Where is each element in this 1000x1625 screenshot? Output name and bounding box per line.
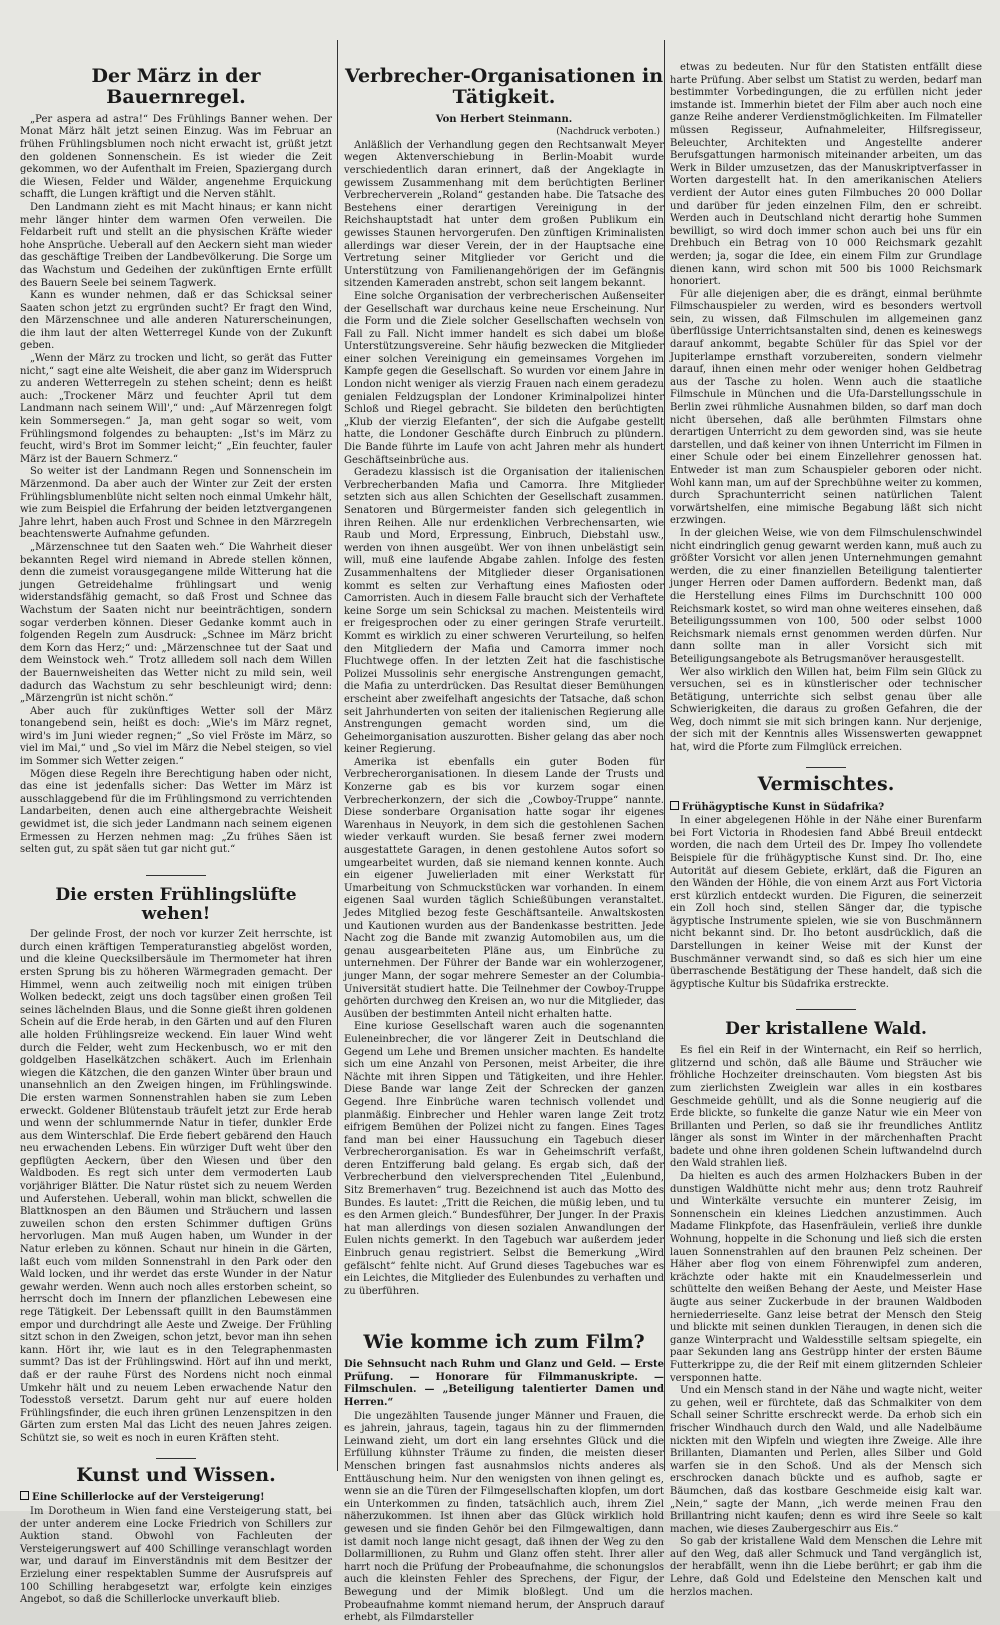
article-title: Verbrecher-Organisationen in Tätigkeit. xyxy=(344,65,664,108)
paragraph: In der gleichen Weise, wie von dem Filmschulenschwindel nicht eindringlich genug gewarnt werden kann, muß auch zu größter Vorsicht vor allen jenen Unternehmungen gemahnt werden, die zu einer finanziellen Beteiligung talentierter junger Herren oder Damen auffordern. Bedenkt man, daß die Herstellung eines Films im Durchschnitt 100 000 Reichsmark kostet, so wird man ohne weiteres einsehen, daß Beteiligungssummen von 100, 500 oder selbst 1000 Reichsmark niemals ernst genommen werden dürfen. Nur dann sollte man in aller Vorsicht sich mit Beteiligungsangebote als Betrugsmanöver herausgestellt. xyxy=(670,527,982,665)
article-title: Der kristallene Wald. xyxy=(725,1019,927,1040)
paragraph: „Märzenschnee tut den Saaten weh.“ Die Wahrheit dieser bekannten Regel wird niemand in Abrede stellen können, denn die zumeist vorausgegangene milde Witterung hat die jungen Getreidehalme frühlingsart und wenig widerstandsfähig gemacht, so daß Frost und Schnee das Wachstum der Saaten nicht nur beeinträchtigen, sondern sogar verderben können. Dieser Gedanke kommt auch in folgenden Regeln zum Ausdruck: „Schnee im März bricht dem Korn das Herz;“ und: „Märzenschnee tut der Saat und dem Weinstock weh.“ Trotz allledem soll nach dem Willen der Bauernweisheiten das Wetter nicht zu mild sein, weil dadurch das Wachstum zu sehr beschleunigt wird; denn: „Märzengrün ist nicht schön.“ xyxy=(20,541,332,705)
paragraph: In einer abgelegenen Höhle in der Nähe einer Burenfarm bei Fort Victoria in Rhodesien fand Abbé Breuil entdeckt worden, die nach dem Urteil des Dr. Impey Iho vollendete Beispiele für die frühägyptische Kunst sind. Dr. Iho, eine Autorität auf diesem Gebiete, erklärt, daß die Figuren an den Wänden der Höhle, die von einem Arzt aus Fort Victoria erst kürzlich entdeckt wurden. Die Figuren, die seinerzeit ein Zoll hoch sind, stellen Sänger dar, die typische ägyptische Instrumente spielen, wie sie von Buschmännern nicht bekannt sind. Dr. Iho betont ausdrücklich, daß die Darstellungen in keiner Weise mit der Kunst der Buschmänner verwandt sind, so daß es sich hier um eine überraschende Bestätigung der These handelt, daß sich die ägyptische Kultur bis Südafrika erstreckte. xyxy=(670,815,982,990)
separator xyxy=(796,1009,856,1010)
paragraph: etwas zu bedeuten. Nur für den Statisten entfällt diese harte Prüfung. Aber selbst um Statist zu werden, bedarf man bestimmter Vorbedingungen, die zu erfüllen nicht jeder imstande ist. Immerhin bietet der Film aber auch noch eine ganze Reihe anderer Verdienstmöglichkeiten. Im Filmateller müssen Regisseur, Aufnahmeleiter, Hilfsregisseur, Beleuchter, Architekten und Angestellte anderer Berufsgattungen harmonisch miteinander arbeiten, um das Werk in Bilder umzusetzen, das der Manuskriptverfasser in Worten dargestellt hat. In den amerikanischen Ateliers verdient der Autor eines guten Filmbuches 20 000 Dollar und darüber für jeden einzelnen Film, den er schreibt. Werden auch in Deutschland nicht derartig hohe Summen bewilligt, so wird doch immer schon auch bei uns für ein Drehbuch ein Betrag von 10 000 Reichsmark gezahlt werden; ja, sogar die Idee, ein einem Film zur Grundlage dienen kann, wird schon mit 500 bis 1000 Reichsmark honoriert. xyxy=(670,62,982,288)
paragraph: Anläßlich der Verhandlung gegen den Rechtsanwalt Meyer wegen Aktenverschiebung in Berlin-Moabit wurde verschiedentlich daran erinnert, daß der Angeklagte in gewissem Zusammenhang mit dem berüchtigten Berliner Verbrecherverein „Roland“ gestanden habe. Die Tatsache des Bestehens einer derartigen Vereinigung in der Reichshauptstadt hat unter dem großen Publikum ein gewisses Staunen hervorgerufen. Den zünftigen Kriminalisten allerdings war dieser Verein, der in der Hauptsache eine Vertretung seiner Mitglieder vor Gericht und die Unterstützung von Familienangehörigen der im Gefängnis sitzenden Kameraden anstrebt, schon seit langem bekannt. xyxy=(344,139,664,290)
paragraph: Es fiel ein Reif in der Winternacht, ein Reif so herrlich, glitzernd und schön, daß alle Bäume und Sträucher wie fröhliche Hochzeiter dreinschauten. Vom biegsten Ast bis zum zierlichsten Zweiglein war alles in ein kostbares Geschmeide gehüllt, und als die Sonne neugierig auf die Erde blickte, so funkelte die ganze Natur wie ein Meer von Brillanten und Perlen, so daß sie ihr freundliches Antlitz länger als sonst im Winter in der märchenhaften Pracht badete und ohne ihren goldenen Schein luftwandelnd durch den Wald strahlen ließ. xyxy=(670,1045,982,1170)
item-headline: Frühägyptische Kunst in Südafrika? xyxy=(670,801,982,815)
article-kunst-wissen xyxy=(20,1465,332,1607)
article-film xyxy=(344,1332,664,1624)
paragraph: Der gelinde Frost, der noch vor kurzer Zeit herrschte, ist durch einen kräftigen Temperaturanstieg abgelöst worden, und die kleine Quecksilbersäule im Thermometer hat ihren ersten Sprung bis zu höheren Wärmegraden gemacht. Der Himmel, wenn auch zeitweilig noch mit einigen trüben Wolken bedeckt, zeigt uns doch tagsüber einen großen Teil seines lächelnden Blaus, und die Sonne gießt ihren goldenen Schein auf die Erde herab, in den Gärten und auf den Fluren alle holden Frühlingsreize weckend. Ein lauer Wind weht durch die Felder, weht zum Heckenbusch, wo er mit den goldgelben Haselkätzchen schäkert. Auch im Erlenhain wiegen die Kätzchen, die den ganzen Winter über braun und unansehnlich an den Zweigen hingen, im Frühlingswinde. Die ersten warmen Sonnenstrahlen haben sie zum Leben erweckt. Goldener Blütenstaub träufelt jetzt zur Erde herab und wenn der schlummernde Natur in tiefer, dunkler Erde aus dem Winterschlaf. Die Erde fiebert gebärend den Hauch neu erwachenden Lebens. Ein würziger Duft weht über den gepflügten Aeckern, über den Wiesen und über den Waldboden. Es regt sich unter dem vermoderten Laub vorjähriger Blätter. Die Natur rüstet sich zu neuem Werden und Auferstehen. Ueberall, wohin man blickt, schwellen die Blattknospen an den Bäumen und Sträuchern und lassen zuweilen schon den ersten Schimmer duftigen Grüns hervorlugen. Man muß Augen haben, um Wunder in der Natur erleben zu können. Schaut nur hinein in die Gärten, laßt euch vom milden Sonnenstrahl in den Park oder den Wald locken, und ihr werdet das erste Wunder in der Natur gewahr werden. Wenn auch noch alles erstorben scheint, so herrscht doch im Innern der pflanzlichen Lebewesen eine rege Tätigkeit. Der Lebenssaft quillt in den Baumstämmen empor und durchdringt alle Aeste und Zweige. Der Frühling sitzt schon in den Zweigen, schon jetzt, bevor man ihn sehen kann. Hört ihr, wie laut es in den Telegraphenmasten summt? Das ist der Frühlingswind. Hört auf ihn und merkt, daß er der rauhe Fürst des Nordens nicht noch einmal Umkehr hält und zu neuem Leben erwachende Natur den Todesstoß versetzt. Darum geht nur auf euere holden Frühlingsfinder, die euch ihren grünen Lenzenspitzen in den Gärten zum ersten Mal das Licht des neuen Jahres zeigen. Schützt sie, so weit es noch in euren Kräften steht. xyxy=(20,929,332,1444)
paragraph: Aber auch für zukünftiges Wetter soll der März tonangebend sein, heißt es doch: „Wie's im März regnet, wird's im Juni wieder regnen;“ „So viel Fröste im März, so viel im Mai,“ und „So viel im März die Nebel steigen, so viel im Sommer sich Wetter zeigen.“ xyxy=(20,705,332,768)
article-kristallene-wald xyxy=(670,1020,982,1599)
byline: Von Herbert Steinmann. xyxy=(435,113,573,125)
article-title: Die ersten Frühlingslüfte wehen! xyxy=(55,884,297,924)
article-film-continued xyxy=(670,62,982,755)
column-left xyxy=(20,62,332,1606)
paragraph: „Wenn der März zu trocken und licht, so gerät das Futter nicht,“ sagt eine alte Weisheit, die aber ganz im Widerspruch zu anderen Wetterregeln zu stehen scheint; denn es heißt auch: „Trockener März und feuchter April tut dem Landmann nach seinem Will',“ und: „Auf Märzenregen folgt kein Sommersegen.“ Ja, man geht sogar so weit, vom Frühlingsmond folgendes zu behaupten: „Ist's im März zu feucht, wird's Brot im Sommer leicht;“ „Ein feuchter, fauler März ist der Bauern Schmerz.“ xyxy=(20,353,332,465)
paragraph: Mögen diese Regeln ihre Berechtigung haben oder nicht, das eine ist jedenfalls sicher: Das Wetter im März ist ausschlaggebend für die im Frühlingsmond zu verrichtenden Landarbeiten, denen auch eine althergebrachte Weisheit gewidmet ist, die sich jeder Landmann nach seinem eigenen Ermessen zu Herzen nehmen mag: „Zu frühes Säen ist selten gut, zu spät säen tut gar nicht gut.“ xyxy=(20,768,332,856)
column-middle xyxy=(344,62,664,1624)
box-bullet-icon xyxy=(670,801,679,810)
paragraph: „Per aspera ad astra!“ Des Frühlings Banner wehen. Der Monat März hält jetzt seinen Einzug. Was im Februar an frühen Frühlingsblumen noch nicht erwacht ist, grüßt jetzt den goldenen Sonnenschein. Es ist wieder die Zeit gekommen, wo der Aufenthalt im Freien, Spaziergang durch die Wiesen, Felder und Wälder, angenehme Erquickung schafft, die Lungen kräftigt und die Nerven stählt. xyxy=(20,113,332,201)
paragraph: Eine kuriose Gesellschaft waren auch die sogenannten Euleneinbrecher, die vor längerer Zeit in Deutschland die Gegend um Lehe und Bremen unsicher machten. Es handelte sich um eine Anzahl von Personen, meist Arbeiter, die ihre Nächte mit ihren Sippen und Tätigkeiten, und ihre Hehler. Diese Bande war lange Zeit der Schrecken der ganzen Gegend. Ihre Einbrüche waren technisch vollendet und planmäßig. Einbrecher und Hehler waren lange Zeit trotz eifrigem Bemühen der Polizei nicht zu fangen. Eines Tages fand man bei einer Haussuchung ein Tagebuch dieser Verbrecherorganisation. Es war in Geheimschrift verfaßt, deren Entzifferung bald gelang. Es ergab sich, daß der Verbrecherbund den vielversprechenden Titel „Eulenbund, Sitz Bremerhaven“ trug. Bezeichnend ist auch das Motto des Bundes. Es lautet: „Tritt die Reichen, die müßig leben, und tu es den Armen gleich.“ Bundesführer, Der Junger. In der Praxis hat man allerdings von diesen sozialen Anwandlungen der Eulen nichts gemerkt. In den Tagebuch war außerdem jeder Einbruch genau registriert. Selbst die Bemerkung „Wird gefälscht“ fehlte nicht. Auf Grund dieses Tagebuches war es ein Leichtes, die Mitglieder des Eulenbundes zu verhaften und zu überführen. xyxy=(344,1021,664,1297)
reprint-note: (Nachdruck verboten.) xyxy=(556,126,660,137)
spacer xyxy=(344,1298,664,1328)
article-fruehlingslufte xyxy=(20,886,332,1446)
section-title: Vermischtes. xyxy=(757,772,895,795)
separator xyxy=(146,875,206,876)
paragraph: Geradezu klassisch ist die Organisation der italienischen Verbrecherbanden Mafia und Camorra. Ihre Mitglieder setzten sich aus allen Schichten der Gesellschaft zusammen. Senatoren und Bürgermeister fanden sich gelegentlich in ihren Reihen. Alle nur erdenklichen Verbrechensarten, wie Raub und Mord, Erpressung, Einbruch, Diebstahl usw., werden von ihnen ausgeübt. Wer von ihnen unbelästigt sein will, muß eine laufende Abgabe zahlen. Infolge des festen Zusammenhaltens der Mitglieder dieser Organisationen kommt es selten zur Verhaftung eines Mafiosten oder Camorristen. Auch in diesem Falle braucht sich der Verhaftete keine Sorge um sein Schicksal zu machen. Meistenteils wird er freigesprochen oder zu einer geringen Strafe verurteilt. Kommt es wirklich zu einer schweren Verurteilung, so helfen den Mitgliedern der Mafia und Camorra immer noch Fluchtwege offen. In der letzten Zeit hat die faschistische Polizei Mussolinis sehr energische Anstrengungen gemacht, die Mafia zu unterdrücken. Das Resultat dieser Bemühungen erscheint aber zweifelhaft angesichts der Tatsache, daß schon seit Jahrhunderten von seiten der italienischen Regierung alle Anstrengungen gemacht worden sind, um die Geheimorganisation auszurotten. Bisher gelang das aber noch keiner Regierung. xyxy=(344,467,664,756)
separator xyxy=(806,767,846,768)
column-right xyxy=(670,62,982,1598)
section-title: Kunst und Wissen. xyxy=(76,1463,276,1486)
paragraph: So weiter ist der Landmann Regen und Sonnenschein im Märzenmond. Da aber auch der Winter zur Zeit der ersten Frühlingsblumenblüte nicht selten noch einmal Umkehr hält, wie zum Beispiel die Erfahrung der beiden letztvergangenen Jahre lehrt, haben auch Frost und Schnee in den Märzregeln beachtenswerte Aufnahme gefunden. xyxy=(20,466,332,541)
paragraph: Für alle diejenigen aber, die es drängt, einmal berühmte Filmschauspieler zu werden, wird es besonders wertvoll sein, zu wissen, daß Filmschulen im allgemeinen ganz überflüssige Unterrichtsanstalten sind, denen es keineswegs darauf ankommt, begabte Schüler für das Spiel vor der Jupiterlampe ernsthaft vorzubereiten, sondern vielmehr darauf, ihnen einen mehr oder weniger hohen Geldbetrag aus der Tasche zu holen. Wenn auch die staatliche Filmschule in München und die Ufa-Darstellungsschule in Berlin zwei rühmliche Ausnahmen bilden, so darf man doch nicht übersehen, daß alle berühmten Filmstars ohne derartigen Unterricht zu dem geworden sind, was sie heute darstellen, und daß keiner von ihnen Unterricht im Filmen in einer Schule oder bei einem Einzellehrer genossen hat. Entweder ist man zum Schauspieler geboren oder nicht. Wohl kann man, um auf der Sprechbühne weiter zu kommen, durch Sprachunterricht seinen natürlichen Talent vorwärtshelfen, eine mimische Begabung läßt sich nicht erzwingen. xyxy=(670,288,982,527)
paragraph: Kann es wunder nehmen, daß er das Schicksal seiner Saaten schon jetzt zu ergründen sucht? Er fragt den Wind, den Märzenschnee und alle anderen Naturerscheinungen, die ihm laut der alten Wetterregel Kunde von der Zukunft geben. xyxy=(20,290,332,352)
box-bullet-icon xyxy=(20,1491,29,1500)
paragraph: Da hielten es auch des armen Holzhackers Buben in der dunstigen Waldhütte nicht mehr aus; denn trotz Rauhreif und Winterkälte versuchte ein munterer Zeisig, im Sonnenschein ein kleines Liedchen anzustimmen. Auch Madame Flinkpfote, das Hasenfräulein, verließ ihre dunkle Wohnung, hoppelte in die Schonung und ließ sich die ersten lauen Sonnenstrahlen auf den braunen Pelz scheinen. Der Häher aber flog von einem Föhrenwipfel zum anderen, krächzte oder hakte mit ein Knaudelmesserlein und schüttelte den weißen Behang der Aeste, und Meister Hase äugte aus seiner Zuckerbude in der braunen Waldboden herniederrieselte. Ganz leise betrat der Mensch den Steig und blickte mit seinen dunklen Tieraugen, in denen sich die ganze Winterpracht und Waldesstille seltsam spiegelte, ein paar Sekunden lang ans Gestrüpp hinter der ersten Bäume Futterkrippe zu, die der Reif mit einem glitzernden Schleier versponnen hatte. xyxy=(670,1171,982,1384)
paragraph: Wer also wirklich den Willen hat, beim Film sein Glück zu versuchen, sei es in künstlerischer oder technischer Betätigung, unterrichte sich selbst genau über alle Schwierigkeiten, die daraus zu großen Gefahren, die der Weg, doch nimmt sie mit sich bringen kann. Nur derjenige, der sich mit der Kenntnis alles Wissenswerten gewappnet hat, wird die Pforte zum Filmglück erreichen. xyxy=(670,666,982,754)
paragraph: Eine solche Organisation der verbrecherischen Außenseiter der Gesellschaft war durchaus keine neue Erscheinung. Nur die Form und die Ziele solcher Gesellschaften wechseln von Fall zu Fall. Nicht immer handelt es sich dabei um bloße Unterstützungsvereine. Sehr häufig bezwecken die Mitglieder einer solchen Vereinigung ein gemeinsames Vorgehen im Kampfe gegen die Gesellschaft. So wurden vor einem Jahre in London nicht weniger als vierzig Frauen nach einem geradezu genialen Feldzugsplan der Londoner Kriminalpolizei hinter Schloß und Riegel gebracht. Sie bildeten den berüchtigten „Klub der vierzig Elefanten“, der sich die Aufgabe gestellt hatte, die Londoner Geschäfte durch Einbruch zu plündern. Die Bande führte im Laufe von acht Jahren mehr als hundert Geschäftseinbrüche aus. xyxy=(344,290,664,466)
article-subhead: Die Sehnsucht nach Ruhm und Glanz und Geld. — Erste Prüfung. — Honorare für Filmmanuskripte. — Filmschulen. — „Beteiligung talentierter Damen und Herren.“ xyxy=(344,1359,664,1409)
article-title: Der März in der Bauernregel. xyxy=(91,65,261,108)
separator xyxy=(156,1458,196,1459)
column-rule xyxy=(664,40,665,1471)
paragraph: So gab der kristallene Wald dem Menschen die Lehre mit auf den Weg, daß aller Schmuck und Tand vergänglich ist, der herabfällt, wenn ihn die Liebe berührt; er gab ihm die Lehre, daß Gold und Edelsteine den Menschen kalt und herzlos machen. xyxy=(670,1536,982,1598)
paragraph: Im Dorotheum in Wien fand eine Versteigerung statt, bei der unter anderem eine Locke Friedrich von Schillers zur Auktion stand. Obwohl von Fachleuten der Versteigerungswert auf 400 Schillinge veranschlagt worden war, und darauf im Einverständnis mit dem Besitzer der Erzielung einer respektablen Summe der Ausrufspreis auf 100 Schilling herabgesetzt war, erfolgte kein einziges Angebot, so daß die Schillerlocke unverkauft blieb. xyxy=(20,1506,332,1606)
column-rule xyxy=(337,40,338,1471)
article-verbrecher-organisationen xyxy=(344,66,664,1298)
paragraph: Und ein Mensch stand in der Nähe und wagte nicht, weiter zu gehen, weil er fürchtete, daß das Schmalkiter von dem Schall seiner Schritte erschreckt werde. Da erhob sich ein frischer Windhauch durch den Wald, und alle Nadelbäume nickten mit den Wipfeln und wiegten ihre Zweige. Alle ihre Brillanten, Diamanten und Perlen, alles Silber und Gold warfen sie in den Schoß. Und als der Mensch sich erschrocken danach bückte und es aufhob, sagte er Bäumchen, daß das kostbare Geschmeide eisig kalt war. „Nein,“ sagte der Mann, „ich werde meinen Frau den Brillantring nicht kaufen; denn es wird ihre Seele so kalt machen, wie dieses Zaubergeschirr aus Eis.“ xyxy=(670,1385,982,1535)
paragraph: Die ungezählten Tausende junger Männer und Frauen, die es jahrein, jahraus, tagein, tagaus hin zu der flimmernden Leinwand zieht, um dort ein lang ersehntes Glück und die Erfüllung kühnster Träume zu finden, die meisten dieser Menschen bringen fast ausnahmslos nichts anderes als Enttäuschung heim. Nur den wenigsten von ihnen gelingt es, wenn sie an die Türen der Filmgesellschaften klopfen, um dort ein Unterkommen zu finden, tatsächlich auch, ihrem Ziel näherzukommen. Ist ihnen aber das Glück wirklich hold gewesen und sie finden Gehör bei den Filmgewaltigen, dann ist damit noch lange nicht gesagt, daß ihnen der Weg zu den Dollarmillionen, zu Ruhm und Glanz offen steht. Ihrer aller harrt noch die Prüfung der Probeaufnahme, die schonungslos auch die kleinsten Fehler des Sprechens, der Figur, der Bewegung und der Mimik bloßlegt. Und um die Probeaufnahme kommt niemand herum, der Anspruch darauf erhebt, als Filmdarsteller xyxy=(344,1410,664,1624)
item-headline: Eine Schillerlocke auf der Versteigerung! xyxy=(20,1491,332,1505)
paragraph: Amerika ist ebenfalls ein guter Boden für Verbrecherorganisationen. In diesem Lande der Trusts und Konzerne gab es bis vor kurzem sogar einen Verbrecherkonzern, der sich die „Cowboy-Truppe“ nannte. Diese sonderbare Organisation hatte sogar ihr eigenes Warenhaus in Neuyork, in dem sich die gestohlenen Sachen wieder verkauft wurden. Sie besaß ferner zwei modern ausgestattete Garagen, in denen gestohlene Autos sofort so umgearbeitet wurden, daß sie niemand kennen konnte. Auch ein eigener Juwelierladen mit einer Werkstatt für Umarbeitung von Schmuckstücken war vorhanden. In einem eigenen Saal wurden täglich Schießübungen veranstaltet. Jedes Mitglied bezog feste Geschäftsanteile. Anwaltskosten und Kautionen wurden aus der Bandenkasse bestritten. Jede Nacht zog die Bande mit zwanzig Automobilen aus, um die genau ausgearbeiteten Pläne aus, um Einbrüche zu unternehmen. Der Führer der Bande war ein wohlerzogener, junger Mann, der sogar mehrere Semester an der Columbia-Universität studiert hatte. Die Teilnehmer der Cowboy-Truppe gehörten durchweg den Kreisen an, wo nur die Mitglieder, das Ausüben der bestimmten Anteil nicht erhalten hatte. xyxy=(344,756,664,1020)
article-vermischtes xyxy=(670,774,982,992)
paragraph: Den Landmann zieht es mit Macht hinaus; er kann nicht mehr länger hinter dem warmen Ofen verweilen. Die Feldarbeit ruft und stellt an die physischen Kräfte wieder hohe Ansprüche. Ueberall auf den Aeckern sieht man wieder das geschäftige Treiben der Landbevölkerung. Die Sorge um das Wachstum und Gedeihen der zukünftigen Ernte erfüllt des Bauern Seele bei seinem Tagwerk. xyxy=(20,201,332,289)
article-maerz-bauernregel xyxy=(20,66,332,857)
article-title: Wie komme ich zum Film? xyxy=(363,1331,645,1354)
